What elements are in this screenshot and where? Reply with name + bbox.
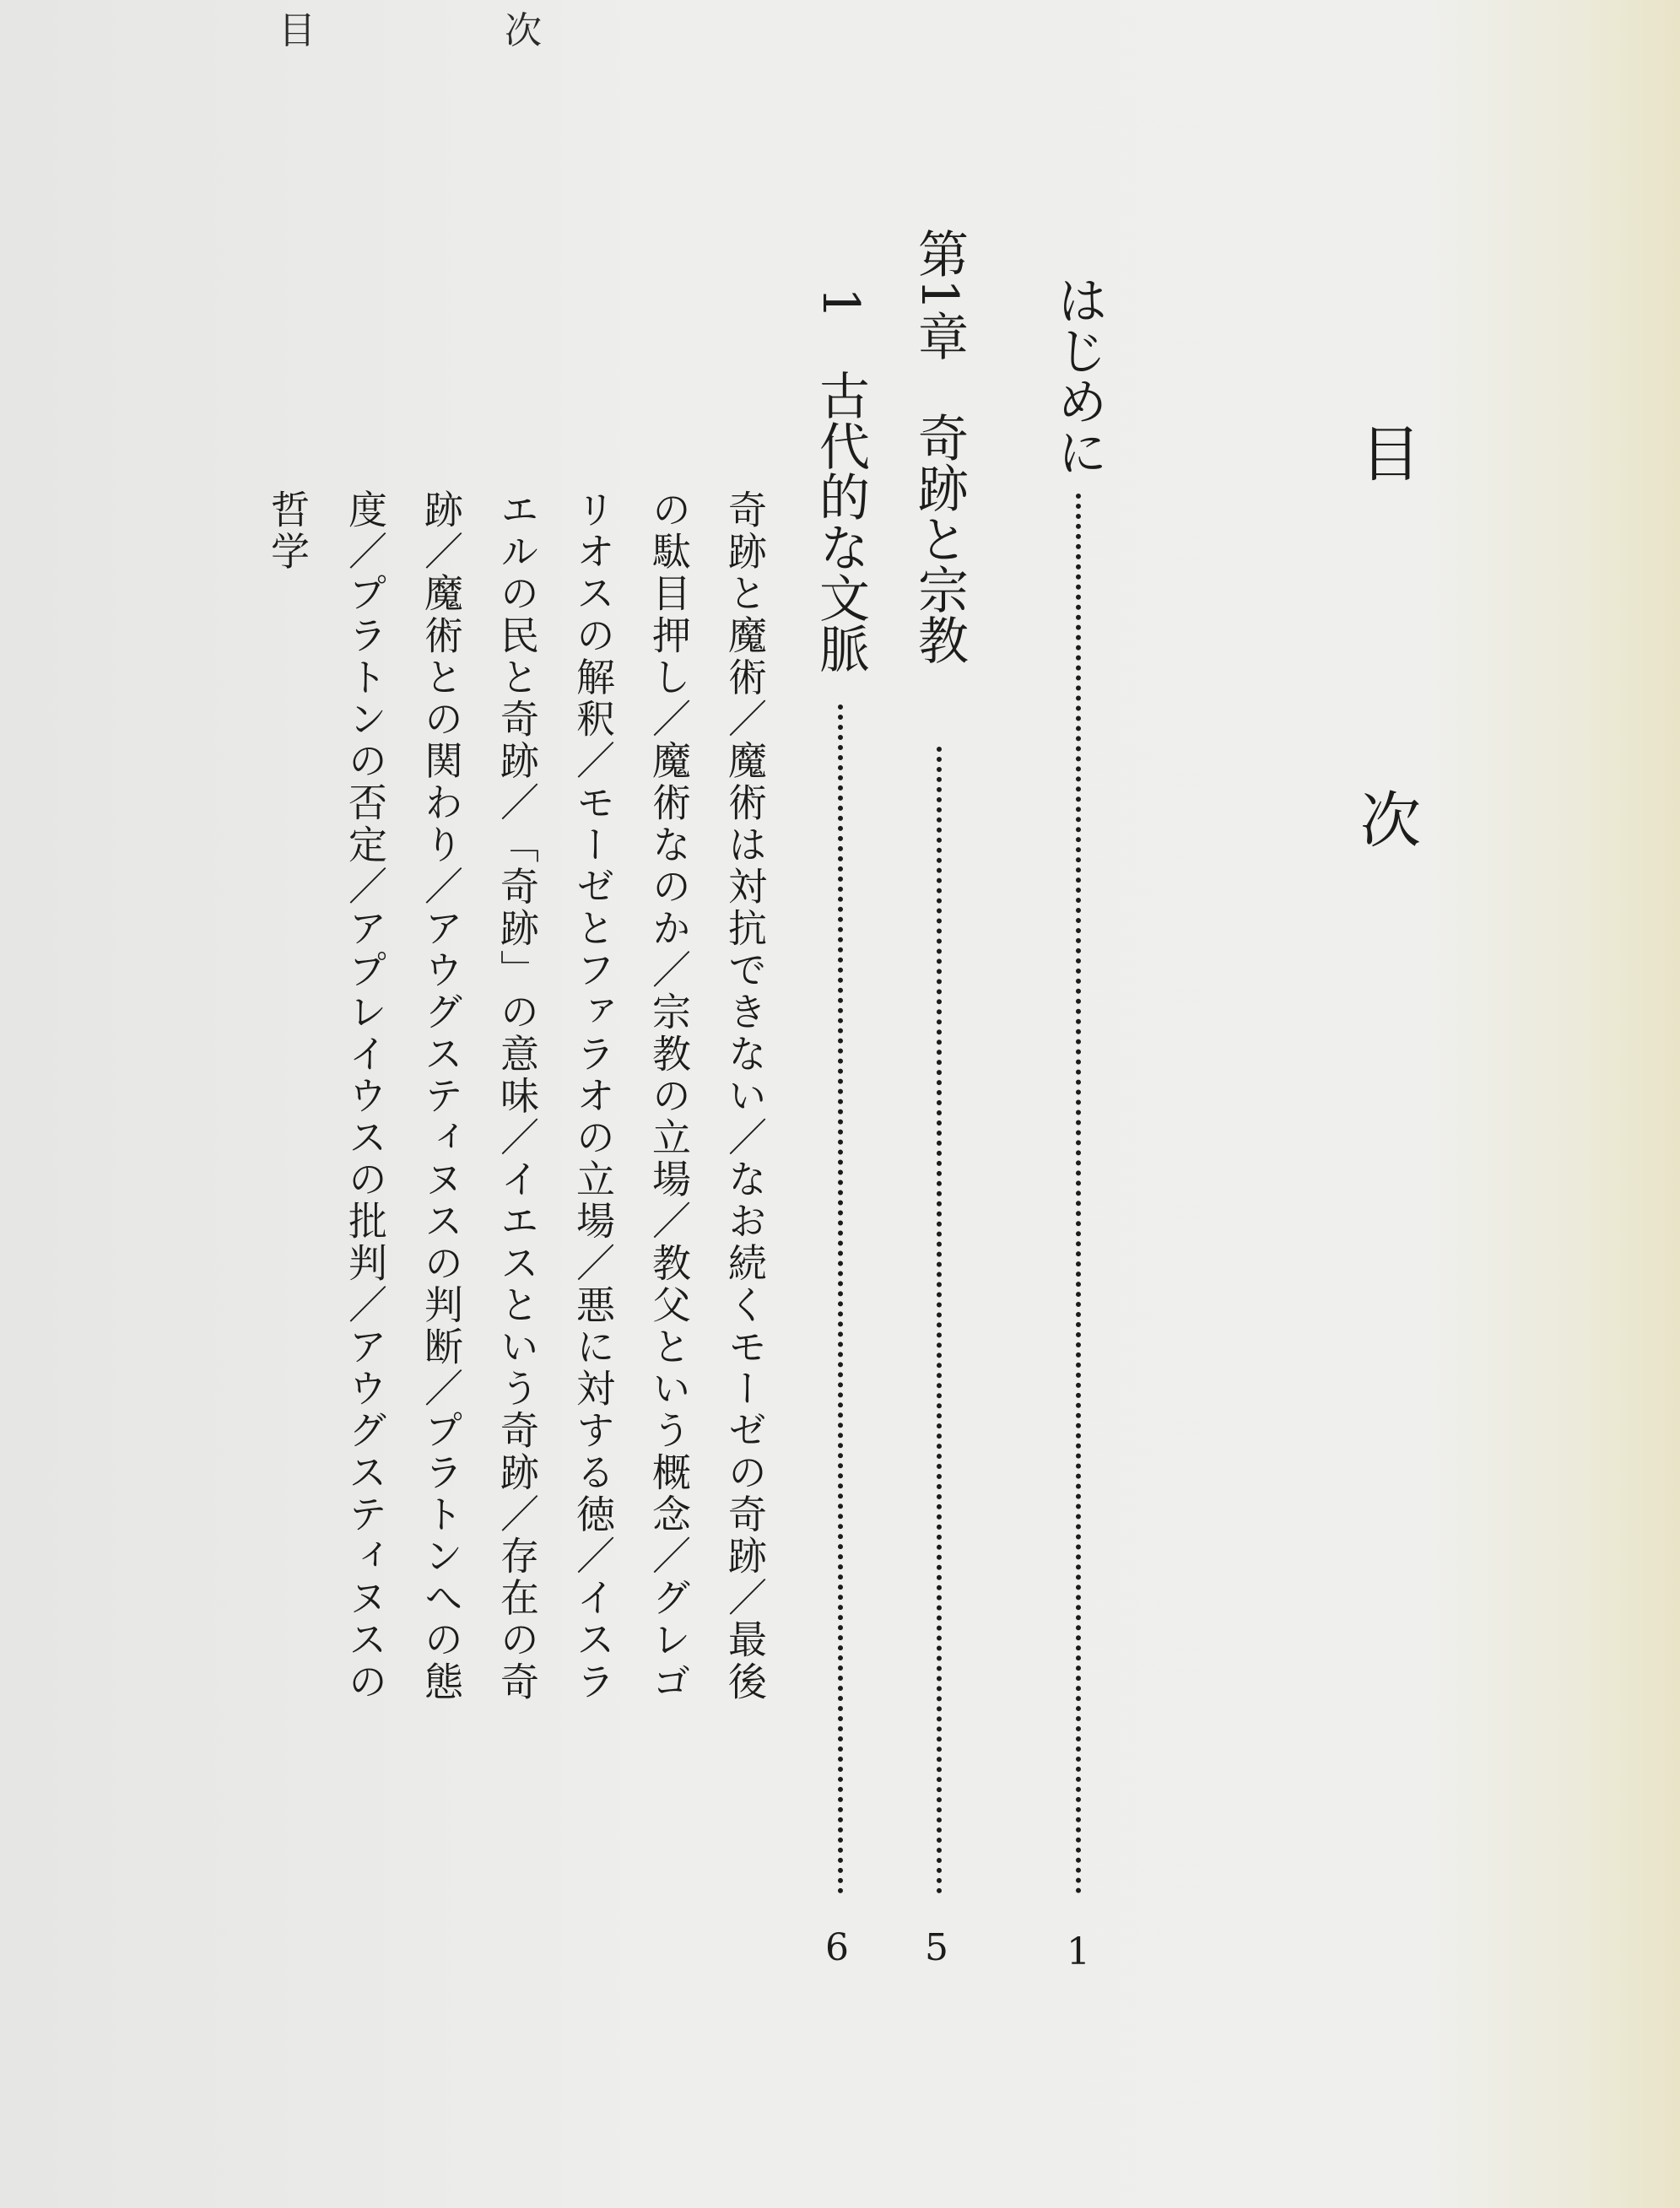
section-description-line: 奇跡と魔術／魔術は対抗できない／なお続くモーゼの奇跡／最後 (722, 489, 768, 1703)
section-description-line: の駄目押し／魔術なのか／宗教の立場／教父という概念／グレゴ (646, 489, 692, 1703)
toc-leader-dots (937, 747, 942, 1894)
toc-entry-preface: はじめに (1049, 274, 1108, 477)
section-description-line: エルの民と奇跡／「奇跡」の意味／イエスという奇跡／存在の奇 (494, 489, 540, 1703)
section-description-line: 哲学 (265, 489, 311, 574)
toc-entry-section-1: 1 古代的な文脈 (811, 287, 870, 674)
toc-page-number: 1 (1067, 1930, 1090, 1973)
toc-title: 目 次 (1350, 422, 1421, 971)
running-head: 目 次 (278, 9, 618, 52)
section-description-line: 跡／魔術との関わり／アウグスティヌスの判断／プラトンへの態 (419, 489, 464, 1703)
toc-leader-dots (838, 705, 843, 1894)
section-description-line: リオスの解釈／モーゼとファラオの立場／悪に対する徳／イスラ (570, 489, 616, 1703)
section-description-line: 度／プラトンの否定／アプレイウスの批判／アウグスティヌスの (343, 489, 388, 1703)
toc-entry-chapter-1: 第1章 奇跡と宗教 (910, 228, 969, 666)
toc-page-number: 6 (825, 1926, 849, 1969)
toc-page-number: 5 (925, 1926, 948, 1969)
toc-leader-dots (1076, 494, 1081, 1894)
